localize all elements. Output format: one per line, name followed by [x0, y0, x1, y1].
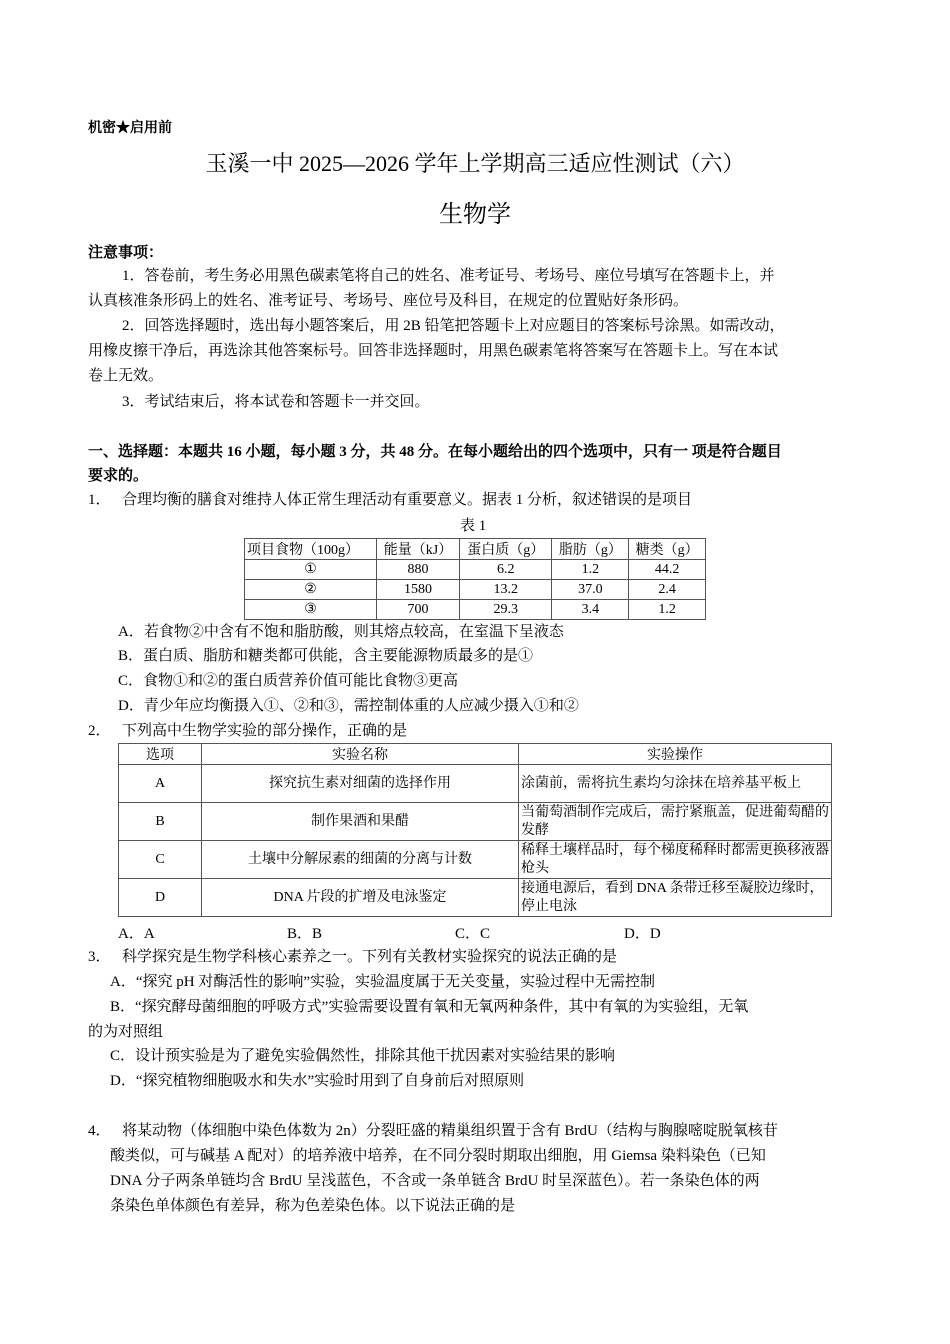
table-cell: DNA 片段的扩增及电泳鉴定 — [202, 879, 519, 917]
table-header: 实验操作 — [519, 744, 832, 765]
table-row — [245, 560, 706, 580]
question-number: 2． — [88, 723, 111, 739]
question-stem: 下列高中生物学实验的部分操作，正确的是 — [122, 723, 408, 739]
table-cell: 当葡萄酒制作完成后，需拧紧瓶盖，促进葡萄醋的发酵 — [519, 803, 832, 841]
option-d: D．青少年应均衡摄入①、②和③，需控制体重的人应减少摄入①和② — [118, 698, 579, 714]
table-header: 蛋白质（g） — [459, 539, 552, 560]
option-b: B．“探究酵母菌细胞的呼吸方式”实验需要设置有氧和无氧两种条件，其中有氧的为实验组，无氧 — [110, 999, 749, 1015]
table-caption: 表 1 — [460, 518, 487, 534]
section-heading: 一、选择题：本题共 16 小题，每小题 3 分，共 48 分。在每小题给出的四个选项中，只有一 项是符合题目 — [88, 444, 782, 460]
option-d: D．D — [624, 926, 661, 942]
table-cell: 44.2 — [629, 560, 706, 580]
question-stem: 条染色单体颜色有差异，称为色差染色体。以下说法正确的是 — [110, 1198, 516, 1214]
notice-line: 卷上无效。 — [88, 368, 164, 384]
table-cell: 稀释土壤样品时，每个梯度稀释时都需更换移液器枪头 — [519, 841, 832, 879]
subject-title: 生物学 — [439, 202, 511, 228]
option-c: C．设计预实验是为了避免实验偶然性，排除其他干扰因素对实验结果的影响 — [110, 1048, 616, 1064]
section-heading: 要求的。 — [88, 468, 149, 484]
experiment-table — [118, 743, 832, 917]
question-stem: 酸类似，可与碱基 A 配对）的培养液中培养，在不同分裂时期取出细胞，用 Giemsa 染料染色（已知 — [110, 1148, 766, 1164]
table-cell: C — [119, 841, 202, 879]
table-row — [119, 841, 832, 879]
question-number: 3． — [88, 949, 111, 965]
question-stem: 合理均衡的膳食对维持人体正常生理活动有重要意义。据表 1 分析，叙述错误的是项目 — [122, 492, 693, 508]
table-header: 项目食物（100g） — [245, 539, 377, 560]
table-cell: ③ — [245, 600, 377, 620]
table-header: 能量（kJ） — [377, 539, 460, 560]
table-cell: D — [119, 879, 202, 917]
option-a: A．“探究 pH 对酶活性的影响”实验，实验温度属于无关变量，实验过程中无需控制 — [110, 974, 655, 990]
table-row — [245, 580, 706, 600]
table-cell: 880 — [377, 560, 460, 580]
table-header: 脂肪（g） — [552, 539, 629, 560]
option-b: B．蛋白质、脂肪和糖类都可供能，含主要能源物质最多的是① — [118, 648, 534, 664]
table-cell: 29.3 — [459, 600, 552, 620]
table-row — [119, 803, 832, 841]
table-header-row — [119, 744, 832, 765]
question-number: 4． — [88, 1123, 111, 1139]
table-cell: 1580 — [377, 580, 460, 600]
option-c: C．C — [455, 926, 491, 942]
table-cell: 6.2 — [459, 560, 552, 580]
table-cell: 接通电源后，看到 DNA 条带迁移至凝胶边缘时，停止电泳 — [519, 879, 832, 917]
exam-title: 玉溪一中 2025—2026 学年上学期高三适应性测试（六） — [205, 151, 745, 176]
table-cell: 1.2 — [552, 560, 629, 580]
table-cell: B — [119, 803, 202, 841]
confidential-label: 机密★启用前 — [88, 121, 172, 136]
table-row — [245, 600, 706, 620]
option-c: C．食物①和②的蛋白质营养价值可能比食物③更高 — [118, 673, 459, 689]
option-d: D．“探究植物细胞吸水和失水”实验时用到了自身前后对照原则 — [110, 1073, 525, 1089]
notice-heading: 注意事项： — [88, 245, 164, 261]
question-stem: DNA 分子两条单链均含 BrdU 呈浅蓝色，不含或一条单链含 BrdU 时呈深蓝色）。若一条染色体的两 — [110, 1173, 760, 1189]
table-row — [119, 765, 832, 803]
notice-line: 2．回答选择题时，选出每小题答案后，用 2B 铅笔把答题卡上对应题目的答案标号涂黑。如需改动， — [122, 318, 785, 334]
table-cell: 700 — [377, 600, 460, 620]
table-cell: ② — [245, 580, 377, 600]
option-b: B．B — [287, 926, 323, 942]
table-header: 糖类（g） — [629, 539, 706, 560]
notice-line: 3．考试结束后，将本试卷和答题卡一并交回。 — [122, 394, 430, 410]
table-cell: 1.2 — [629, 600, 706, 620]
table-row — [119, 879, 832, 917]
question-stem: 科学探究是生物学科核心素养之一。下列有关教材实验探究的说法正确的是 — [122, 949, 618, 965]
question-number: 1． — [88, 492, 111, 508]
option-a: A．A — [118, 926, 155, 942]
table-cell: 制作果酒和果醋 — [202, 803, 519, 841]
notice-line: 认真核准条形码上的姓名、准考证号、考场号、座位号及科目，在规定的位置贴好条形码。 — [88, 293, 689, 309]
table-cell: 涂菌前，需将抗生素均匀涂抹在培养基平板上 — [519, 765, 832, 803]
table-cell: 2.4 — [629, 580, 706, 600]
notice-line: 1．答卷前，考生务必用黑色碳素笔将自己的姓名、准考证号、考场号、座位号填写在答题卡上，并 — [122, 268, 775, 284]
option-a: A．若食物②中含有不饱和脂肪酸，则其熔点较高，在室温下呈液态 — [118, 624, 564, 640]
nutrition-table — [244, 538, 706, 620]
table-cell: 土壤中分解尿素的细菌的分离与计数 — [202, 841, 519, 879]
table-header: 选项 — [119, 744, 202, 765]
option-b-continued: 的为对照组 — [88, 1024, 164, 1040]
table-cell: ① — [245, 560, 377, 580]
table-header-row — [245, 539, 706, 560]
table-header: 实验名称 — [202, 744, 519, 765]
table-cell: 探究抗生素对细菌的选择作用 — [202, 765, 519, 803]
table-cell: A — [119, 765, 202, 803]
notice-line: 用橡皮擦干净后，再选涂其他答案标号。回答非选择题时，用黑色碳素笔将答案写在答题卡上。写在本试 — [88, 343, 779, 359]
table-cell: 13.2 — [459, 580, 552, 600]
question-stem: 将某动物（体细胞中染色体数为 2n）分裂旺盛的精巢组织置于含有 BrdU（结构与胸腺嘧啶脱氧核苷 — [122, 1123, 778, 1139]
table-cell: 37.0 — [552, 580, 629, 600]
table-cell: 3.4 — [552, 600, 629, 620]
